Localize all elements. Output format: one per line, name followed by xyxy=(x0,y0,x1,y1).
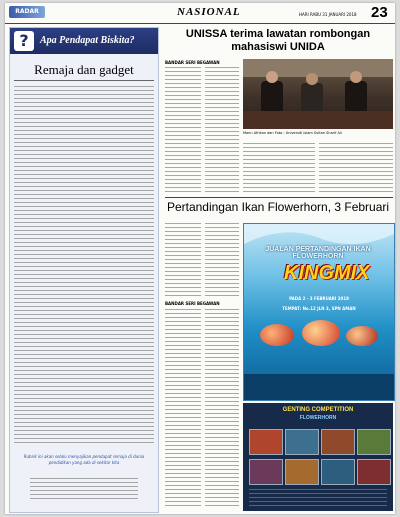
photo-figures xyxy=(243,59,393,129)
poster-venue-line: TEMPAT: No.12 JLN 3, SPN AMAN xyxy=(282,306,356,311)
photo-caption-head: Mann Afrikan dan Foto : Universiti Islam Sultan Sharif Ali xyxy=(243,131,342,135)
page-number: 23 xyxy=(371,4,388,21)
column-article-title: Remaja dan gadget xyxy=(34,62,134,77)
column-banner xyxy=(10,28,158,54)
masthead-logo: RADAR xyxy=(9,6,45,18)
ad-photo xyxy=(321,459,355,485)
story-photo xyxy=(243,59,393,129)
poster-footer xyxy=(244,374,394,400)
main-byline: BANDAR SERI BEGAWAN xyxy=(165,60,220,65)
second-story-text-col2a xyxy=(205,223,239,297)
newspaper-page xyxy=(5,3,395,514)
opinion-column xyxy=(9,27,159,513)
story-divider xyxy=(165,197,393,198)
column-contact-text xyxy=(30,478,138,502)
event-poster xyxy=(243,223,395,401)
second-headline: Pertandingan Ikan Flowerhorn, 3 Februari xyxy=(166,200,390,214)
fish-image xyxy=(346,326,378,346)
second-story-text-col2 xyxy=(205,309,239,509)
second-story-text-col1 xyxy=(165,309,201,509)
section-title: NASIONAL xyxy=(177,6,241,18)
main-headline: UNISSA terima lawatan rombongan mahasiswi UNIDA xyxy=(185,28,371,53)
ad-photo xyxy=(357,429,391,455)
ad-photo xyxy=(249,429,283,455)
column-article-body xyxy=(14,86,154,446)
second-story-photo-credit xyxy=(165,223,201,297)
poster-top-text: JUALAN PERTANDINGAN IKAN FLOWERHORN xyxy=(265,246,371,260)
ad-photo xyxy=(249,459,283,485)
column-banner-title: Apa Pendapat Biskita? xyxy=(40,35,135,46)
main-story-text-col3 xyxy=(243,143,315,195)
poster-brand: KINGMIX xyxy=(284,262,370,284)
ad-title: GENTING COMPETITION xyxy=(282,407,354,413)
ad-photo xyxy=(285,459,319,485)
ad-photo xyxy=(321,429,355,455)
main-story-text-col1 xyxy=(165,67,201,195)
issue-date: HARI RABU 31 JANUARI 2018 xyxy=(299,12,357,17)
main-story-text-col4 xyxy=(319,143,393,195)
photo-caption xyxy=(243,131,393,136)
ad-fine-print xyxy=(249,489,387,507)
ad-subtitle: FLOWERHORN xyxy=(299,415,337,421)
ad-photo xyxy=(357,459,391,485)
fish-image xyxy=(260,324,294,346)
poster-date-line: PADA 2 - 3 FEBRUARI 2018 xyxy=(289,296,349,301)
fish-image xyxy=(302,320,340,346)
ad-photo xyxy=(285,429,319,455)
page-header xyxy=(5,3,395,24)
column-note: Rubrik ini akan selalu menyajikan pendapat remaja di dunia pendidikan yang ada di sekitar kita xyxy=(23,454,145,465)
second-byline: BANDAR SERI BEGAWAN xyxy=(165,301,220,306)
question-icon: ? xyxy=(14,31,34,51)
divider xyxy=(14,80,154,81)
main-story-text-col2 xyxy=(205,67,239,195)
competition-ad xyxy=(243,403,393,511)
